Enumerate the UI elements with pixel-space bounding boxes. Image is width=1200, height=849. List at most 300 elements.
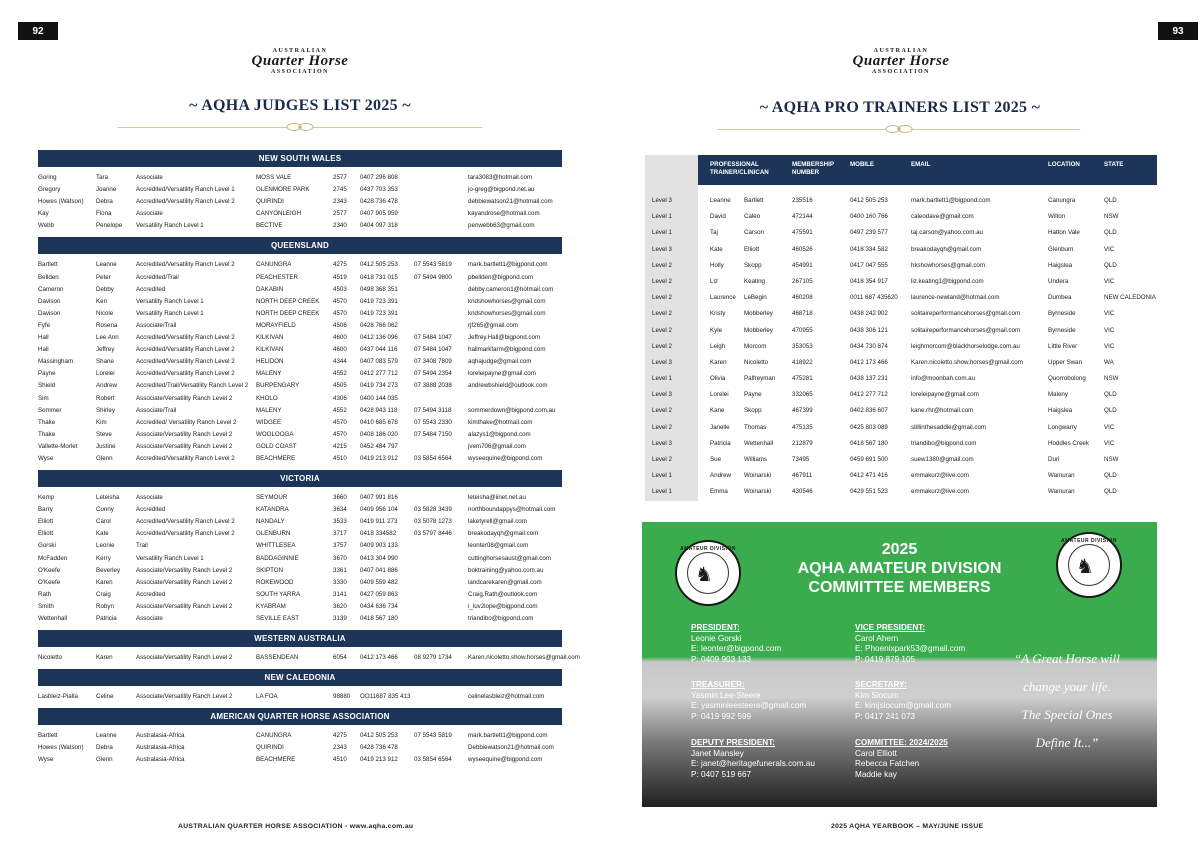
trainer-first-name: Andrew: [710, 472, 731, 480]
table-row: [38, 730, 562, 742]
judge-town: LA FOA: [256, 693, 278, 701]
judge-town: QUIRINDI: [256, 198, 284, 206]
judge-email: debbiewatson21@hotmail.com: [468, 198, 553, 206]
trainer-state: VIC: [1104, 423, 1115, 431]
table-row: [38, 441, 562, 453]
judge-town: KILKIVAN: [256, 334, 284, 342]
judge-mobile: 0412 505 253: [360, 261, 398, 269]
trainer-first-name: Janelle: [710, 423, 730, 431]
judge-mobile: 0412 136 096: [360, 334, 398, 342]
judge-mobile: 0419 911 273: [360, 518, 398, 526]
judge-town: GLENMORE PARK: [256, 186, 310, 194]
judge-postcode: 4600: [333, 334, 347, 342]
judge-mobile: 0409 956 104: [360, 506, 398, 514]
trainer-location: Wilton: [1048, 213, 1066, 221]
table-row: [645, 436, 1157, 452]
judge-first-name: Fiona: [96, 210, 112, 218]
judge-last-name: Wettenhall: [38, 615, 68, 622]
judge-mobile: 0418 567 180: [360, 615, 398, 622]
table-row: [38, 540, 562, 552]
table-row: [645, 339, 1157, 355]
trainer-mobile: 0402 836 607: [850, 407, 888, 415]
judge-email: wyseequine@bigpond.com: [468, 756, 543, 764]
trainer-email: solitaireperformancehorses@gmail.com: [911, 326, 1021, 334]
trainer-email: leighmorcom@blackhorselodge.com.au: [911, 342, 1020, 350]
trainer-first-name: Kane: [710, 407, 725, 415]
judge-last-name: Gregory: [38, 186, 61, 194]
table-row: [38, 296, 562, 308]
judge-email: jvem706@gmail.com: [468, 442, 526, 450]
trainer-email: laurence-newland@hotmail.com: [911, 294, 1000, 302]
trainer-level: Level 2: [652, 342, 672, 350]
trainer-membership: 454991: [792, 261, 813, 269]
judge-email: kndshowhorses@gmail.com: [468, 297, 546, 305]
judge-postcode: 4505: [333, 382, 347, 390]
judge-email: celinelasbleiz@hotmail.com: [468, 693, 545, 701]
trainer-first-name: Kristy: [710, 310, 726, 318]
trainer-mobile: 0400 160 766: [850, 213, 888, 221]
trainer-last-name: Caleo: [744, 213, 761, 221]
judge-town: KHOLO: [256, 394, 278, 402]
trainer-email: stillinthesaddle@gmail.com: [911, 423, 987, 431]
table-row: [38, 220, 562, 232]
judge-first-name: Jeffrey: [96, 346, 115, 354]
judge-mobile: 0437 044 116: [360, 346, 398, 354]
judge-postcode: 4344: [333, 358, 347, 366]
judge-phone: 07 5494 9800: [414, 273, 452, 281]
judge-phone: 07 5543 5819: [414, 261, 452, 269]
page-number-left: 92: [18, 22, 58, 40]
trainer-first-name: Leanne: [710, 197, 731, 204]
judge-email: rjf265@gmail.com: [468, 321, 518, 329]
trainer-mobile: 0412 173 466: [850, 358, 888, 366]
trainer-location: Upper Swan: [1048, 358, 1083, 366]
trainer-level: Level 1: [652, 375, 672, 383]
trainer-email: liz.keating1@bigpond.com: [911, 277, 984, 285]
judge-first-name: Andrew: [96, 382, 117, 390]
judge-phone: 07 3408 7809: [414, 358, 452, 366]
trainer-membership: 467911: [792, 472, 813, 480]
table-row: [38, 504, 562, 516]
table-row: [645, 274, 1157, 290]
judge-first-name: Karen: [96, 654, 113, 662]
trainer-first-name: Emma: [710, 488, 728, 496]
trainer-state: QLD: [1104, 472, 1117, 480]
table-row: [38, 652, 580, 664]
trainer-last-name: Bartlett: [744, 197, 764, 204]
trainer-mobile: 0418 354 917: [850, 277, 888, 285]
header-email: EMAIL: [911, 161, 931, 168]
table-row: [38, 196, 562, 208]
trainer-first-name: Kate: [710, 245, 723, 253]
table-row: [38, 393, 562, 405]
judge-first-name: Kerry: [96, 554, 111, 562]
judge-level: Accredited/Versatility Ranch Level 2: [136, 198, 235, 206]
judge-mobile: 0409 903 133: [360, 542, 398, 550]
judge-mobile: 0404 097 318: [360, 222, 398, 230]
table-row: [38, 272, 562, 284]
judge-first-name: Glenn: [96, 756, 113, 764]
judge-postcode: 2577: [333, 174, 347, 181]
trainer-last-name: Skopp: [744, 407, 762, 415]
trainer-email: triandibo@bigpond.com: [911, 439, 977, 447]
trainers-table: [645, 155, 1157, 501]
trainer-last-name: Carson: [744, 229, 764, 237]
trainer-state: QLD: [1104, 391, 1117, 399]
trainer-state: VIC: [1104, 326, 1115, 334]
judge-last-name: O'Keefe: [38, 578, 61, 586]
judge-first-name: Tara: [96, 174, 109, 181]
judge-town: MOSS VALE: [256, 174, 292, 181]
judge-email: loreleipayne@gmail.com: [468, 370, 536, 378]
judge-mobile: OO11687 835 413: [360, 693, 411, 701]
judge-first-name: Leanne: [96, 732, 117, 740]
table-row: [645, 225, 1157, 241]
table-row: [38, 308, 562, 320]
judge-postcode: 4306: [333, 394, 347, 402]
judge-first-name: Leonie: [96, 542, 115, 550]
trainer-mobile: 0438 306 121: [850, 326, 888, 334]
judge-phone: 07 5494 3118: [414, 406, 452, 414]
judge-first-name: Justine: [96, 442, 116, 450]
trainer-level: Level 1: [652, 488, 672, 496]
trainer-email: Karen.nicoletto.show.horses@gmail.com: [911, 358, 1023, 366]
trainer-location: Wamuran: [1048, 472, 1075, 480]
section-header: AMERICAN QUARTER HORSE ASSOCIATION: [38, 708, 562, 725]
judge-phone: 03 5797 8446: [414, 530, 452, 538]
judge-first-name: Ken: [96, 297, 108, 305]
judge-level: Accredited/Versatility Ranch Level 2: [136, 518, 235, 526]
judge-postcode: 2745: [333, 186, 347, 194]
judge-postcode: 3660: [333, 494, 347, 502]
judge-first-name: Robert: [96, 394, 115, 402]
trainer-email: breakodayqh@gmail.com: [911, 245, 982, 253]
trainer-location: Haigslea: [1048, 261, 1073, 269]
trainers-list-title: ~ AQHA PRO TRAINERS LIST 2025 ~: [759, 99, 1041, 116]
judge-level: Associate/Versatility Ranch Level 2: [136, 602, 233, 610]
trainer-state: VIC: [1104, 245, 1115, 253]
judge-phone: 03 5854 6564: [414, 454, 452, 462]
table-row: [645, 290, 1157, 306]
footer-right: 2025 AQHA YEARBOOK – MAY/JUNE ISSUE: [831, 823, 984, 830]
judge-town: CANUNGRA: [256, 261, 292, 269]
judge-town: CANUNGRA: [256, 732, 292, 740]
judge-level: Australasia-Africa: [136, 744, 185, 752]
judge-last-name: Bellden: [38, 273, 59, 281]
judge-last-name: Bartlett: [38, 732, 58, 740]
judge-postcode: 4570: [333, 418, 347, 426]
judge-mobile: 0452 484 797: [360, 442, 398, 450]
trainer-last-name: Nicoletto: [744, 358, 769, 366]
table-row: [645, 452, 1157, 468]
header-state: STATE: [1104, 161, 1124, 168]
trainer-last-name: Mobberley: [744, 326, 773, 334]
table-row: [38, 516, 562, 528]
trainer-membership: 430546: [792, 488, 813, 496]
judge-postcode: 4506: [333, 321, 347, 329]
judge-mobile: 0407 905 959: [360, 210, 398, 218]
trainer-location: Hatton Vale: [1048, 229, 1080, 237]
judge-town: ROKEWOOD: [256, 578, 294, 586]
judge-mobile: 0413 304 990: [360, 554, 398, 562]
judge-level: Accredited/Versatility Ranch Level 2: [136, 530, 235, 538]
judge-phone: 07 5543 2330: [414, 418, 452, 426]
judge-last-name: Elliott: [38, 530, 54, 538]
judge-email: i_luv2lope@bigpond.com: [468, 602, 538, 610]
judge-postcode: 4275: [333, 732, 347, 740]
judge-town: KYABRAM: [256, 602, 286, 610]
judge-level: Accredited/Trail/Versatility Ranch Level 2: [136, 382, 249, 390]
judge-town: WOOLOOGA: [256, 430, 294, 438]
trainer-first-name: Lorelei: [710, 391, 729, 399]
judge-email: mark.bartlett1@bigpond.com: [468, 732, 548, 740]
judge-mobile: 0408 186 020: [360, 430, 398, 438]
judge-level: Accredited/Versatility Ranch Level 2: [136, 334, 235, 342]
judge-first-name: Patricia: [96, 615, 117, 622]
judge-level: Associate/Versatility Ranch Level 2: [136, 394, 233, 402]
judge-email: Craig.Rath@outlook.com: [468, 590, 538, 598]
judge-level: Associate/Trail: [136, 321, 177, 329]
judge-last-name: Payne: [38, 370, 56, 378]
judge-mobile: 0407 991 816: [360, 494, 398, 502]
judge-last-name: Wyse: [38, 454, 54, 462]
trainer-state: VIC: [1104, 439, 1115, 447]
trainer-first-name: Laurence: [710, 294, 736, 302]
judge-postcode: 3330: [333, 578, 347, 586]
judge-last-name: Massingham: [38, 358, 74, 366]
table-row: [645, 387, 1157, 403]
trainer-state: QLD: [1104, 197, 1117, 204]
table-row: [645, 403, 1157, 419]
trainer-membership: 332065: [792, 391, 813, 399]
table-row: [38, 754, 562, 766]
judge-last-name: Smith: [38, 602, 54, 610]
judge-first-name: Lee Ann: [96, 334, 119, 342]
judge-level: Accredited: [136, 590, 166, 598]
committee-members-block: COMMITTEE: 2024/2025 Carol Elliott Rebecca Fatchen Maddie kay: [855, 738, 948, 779]
judge-first-name: Penelope: [96, 222, 123, 230]
judge-level: Accredited/ Versatility Ranch Level 2: [136, 418, 237, 426]
trainer-location: Maleny: [1048, 391, 1068, 399]
footer-left: AUSTRALIAN QUARTER HORSE ASSOCIATION - www.aqha.com.au: [178, 823, 414, 830]
judge-town: HELIDON: [256, 358, 284, 366]
judge-last-name: Barry: [38, 506, 53, 514]
ornament-icon: [282, 122, 318, 132]
judge-phone: 07 5494 2354: [414, 370, 452, 378]
trainer-location: Canungra: [1048, 197, 1076, 204]
judge-mobile: 0419 734 273: [360, 382, 398, 390]
judge-town: WHITTLESEA: [256, 542, 296, 550]
trainer-mobile: 0417 047 555: [850, 261, 888, 269]
judge-mobile: 0410 685 678: [360, 418, 398, 426]
judge-postcode: 4570: [333, 297, 347, 305]
judge-postcode: 4503: [333, 285, 347, 293]
trainer-membership: 212879: [792, 439, 813, 447]
judge-mobile: 0407 041 886: [360, 566, 398, 574]
judge-last-name: Howes (Watson): [38, 744, 84, 752]
trainer-level: Level 2: [652, 326, 672, 334]
trainer-location: Hoddles Creek: [1048, 439, 1089, 447]
trainer-location: Dumbea: [1048, 294, 1072, 302]
judge-level: Accredited/Versatility Ranch Level 2: [136, 370, 235, 378]
judge-email: pbellden@bigpond.com: [468, 273, 534, 281]
aqha-logo-right: AUSTRALIAN Quarter Horse ASSOCIATION: [852, 48, 950, 75]
judge-town: DAKABIN: [256, 285, 284, 293]
judge-email: alazys1@bigpond.com: [468, 430, 531, 438]
trainer-level: Level 2: [652, 294, 672, 302]
judge-postcode: 3670: [333, 554, 347, 562]
judge-first-name: Kim: [96, 418, 107, 426]
judge-email: Debbiewatson21@hotmail.com: [468, 744, 554, 752]
judge-postcode: 4275: [333, 261, 347, 269]
trainer-state: QLD: [1104, 229, 1117, 237]
judge-town: GOLD COAST: [256, 442, 297, 450]
judge-mobile: 0412 505 253: [360, 732, 398, 740]
judge-email: jo-greg@bigpond.net.au: [468, 186, 535, 194]
judge-level: Accredited: [136, 285, 166, 293]
judge-last-name: Shield: [38, 382, 56, 390]
judge-last-name: Davison: [38, 297, 61, 305]
trainer-email: loreleipayne@gmail.com: [911, 391, 979, 399]
judge-last-name: Webb: [38, 222, 55, 230]
trainer-level: Level 2: [652, 277, 672, 285]
judge-phone: 07 5484 1047: [414, 346, 452, 354]
judge-email: debby.cameron1@hotmail.com: [468, 285, 554, 293]
trainer-first-name: Kyle: [710, 326, 723, 334]
header-membership: MEMBERSHIP NUMBER: [792, 161, 834, 176]
judge-first-name: Debra: [96, 744, 113, 752]
judge-town: KATANDRA: [256, 506, 289, 514]
judge-last-name: Thake: [38, 430, 56, 438]
judge-email: hallmarkfarm@bigpond.com: [468, 346, 546, 354]
table-row: [645, 355, 1157, 371]
trainer-last-name: Thomas: [744, 423, 767, 431]
judge-mobile: 0418 334582: [360, 530, 397, 538]
trainer-last-name: Woinarski: [744, 488, 772, 496]
judge-email: laketyrell@gmail.com: [468, 518, 527, 526]
judge-email: kayandrose@hotmail.com: [468, 210, 540, 218]
judge-first-name: Conny: [96, 506, 114, 514]
trainer-state: QLD: [1104, 407, 1117, 415]
trainer-first-name: Holly: [710, 261, 724, 269]
table-row: [38, 453, 562, 465]
judges-list-title: ~ AQHA JUDGES LIST 2025 ~: [189, 97, 411, 114]
trainer-email: taj.carson@yahoo.com.au: [911, 229, 983, 237]
judge-level: Accredited/Versatility Ranch Level 1: [136, 186, 235, 194]
trainer-state: NSW: [1104, 213, 1119, 221]
judge-first-name: Joanne: [96, 186, 117, 194]
judge-email: Karen.nicoletto.show.horses@gmail.com: [468, 654, 580, 662]
trainer-mobile: 0434 730 874: [850, 342, 888, 350]
trainer-membership: 468718: [792, 310, 813, 318]
table-row: [645, 371, 1157, 387]
judge-last-name: McFadden: [38, 554, 68, 562]
judge-last-name: Davison: [38, 309, 61, 317]
trainer-state: NSW: [1104, 375, 1119, 383]
trainer-state: VIC: [1104, 277, 1115, 285]
judge-level: Australasia-Africa: [136, 732, 185, 740]
judge-town: KILKIVAN: [256, 346, 284, 354]
judge-postcode: 4552: [333, 406, 347, 414]
president-block: PRESIDENT: Leonie Gorski E: leonter@bigpond.com P: 0409 903 133: [691, 623, 782, 664]
trainer-email: caleodave@gmail.com: [911, 213, 974, 221]
trainer-last-name: Woinarski: [744, 472, 772, 480]
judge-mobile: 0407 296 808: [360, 174, 398, 181]
trainer-last-name: LeBegin: [744, 294, 767, 302]
judge-postcode: 4552: [333, 370, 347, 378]
table-row: [38, 380, 562, 392]
trainer-state: QLD: [1104, 488, 1117, 496]
judge-town: BASSENDEAN: [256, 654, 299, 662]
table-row: [38, 208, 562, 220]
judge-last-name: Howes (Watson): [38, 198, 84, 206]
judge-phone: 07 3888 2038: [414, 382, 452, 390]
judge-first-name: Glenn: [96, 454, 113, 462]
judge-town: GLENBURN: [256, 530, 291, 538]
judge-first-name: Debra: [96, 198, 113, 206]
judge-town: PEACHESTER: [256, 273, 298, 281]
judge-town: SEYMOUR: [256, 494, 288, 502]
table-row: [645, 468, 1157, 484]
trainer-mobile: 0412 505 253: [850, 197, 888, 204]
trainer-level: Level 3: [652, 439, 672, 447]
judge-level: Accredited/Versatility Ranch Level 2: [136, 346, 235, 354]
table-row: [38, 320, 562, 332]
trainer-mobile: 0497 239 577: [850, 229, 888, 237]
judge-phone: 07 5484 1047: [414, 334, 452, 342]
judge-first-name: Robyn: [96, 602, 114, 610]
trainer-membership: 467399: [792, 407, 813, 415]
judge-email: aqhajudge@gmail.com: [468, 358, 532, 366]
trainer-location: Byrneside: [1048, 326, 1076, 334]
judge-town: MORAYFIELD: [256, 321, 296, 329]
judge-first-name: Beverley: [96, 566, 121, 574]
table-row: [38, 528, 562, 540]
judge-first-name: Shirley: [96, 406, 115, 414]
judge-last-name: Nicoletto: [38, 654, 63, 662]
judge-level: Associate: [136, 210, 163, 218]
trainer-level: Level 1: [652, 229, 672, 237]
judge-mobile: 0427 059 863: [360, 590, 398, 598]
judge-first-name: Debby: [96, 285, 114, 293]
table-row: [645, 420, 1157, 436]
trainer-level: Level 3: [652, 391, 672, 399]
judge-level: Versatility Ranch Level 1: [136, 309, 204, 317]
judge-last-name: Goring: [38, 174, 57, 181]
judge-town: SEVILLE EAST: [256, 615, 299, 622]
table-row: [38, 184, 562, 196]
trainer-last-name: Wettenhall: [744, 439, 774, 447]
judge-level: Versatility Ranch Level 1: [136, 297, 204, 305]
judge-mobile: 0407 083 579: [360, 358, 398, 366]
judge-mobile: 0437 703 353: [360, 186, 398, 194]
judge-postcode: 6054: [333, 654, 347, 662]
judge-first-name: Karen: [96, 578, 113, 586]
table-row: [38, 405, 562, 417]
table-row: [645, 306, 1157, 322]
judge-town: QUIRINDI: [256, 744, 284, 752]
committee-title: 2025 AQHA AMATEUR DIVISION COMMITTEE MEMBERS: [797, 541, 1002, 596]
treasurer-block: TREASURER: Yasmin Lee-Steere E: yasminleesteere@gmail.com P: 0419 992 599: [691, 680, 807, 721]
table-row: [38, 417, 562, 429]
trainers-table-header: [645, 155, 1157, 185]
judge-last-name: Wyse: [38, 756, 54, 764]
trainer-state: WA: [1104, 358, 1114, 366]
ornament-icon: [881, 124, 917, 134]
judge-postcode: 3620: [333, 602, 347, 610]
table-row: [645, 484, 1157, 500]
judge-phone: 07 5484 7150: [414, 430, 452, 438]
